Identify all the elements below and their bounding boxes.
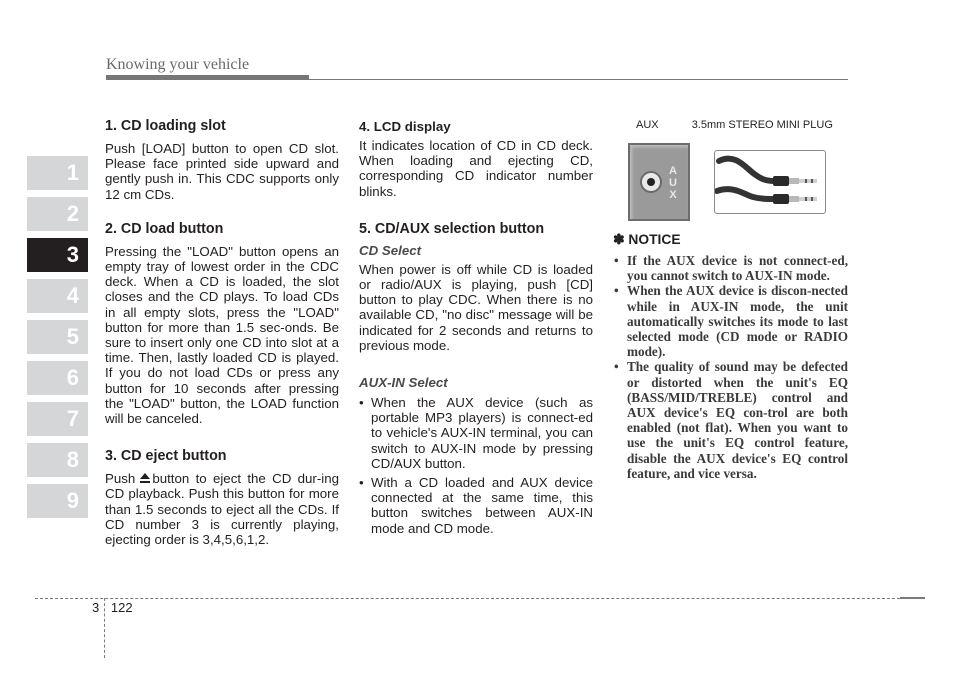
section-body-cd-eject-button: [105, 471, 339, 547]
section-body-cd-loading-slot: Push [LOAD] button to open CD slot. Please face printed side upward and gently push in. This CDC supports only 12 cm CDs.: [105, 141, 339, 202]
header-title: Knowing your vehicle: [106, 56, 250, 73]
chapter-tab-4[interactable]: 4: [27, 279, 88, 313]
footer-rule-end: [900, 597, 925, 599]
image-captions: [636, 119, 833, 131]
aux-port-illustration: [628, 143, 690, 221]
chapter-tab-2[interactable]: 2: [27, 197, 88, 231]
notice-item: • The quality of sound may be defected or distorted when the unit's EQ (BASS/MID/TREBLE) control and AUX device's EQ con-trol are both enabled (not flat). When you want to use the unit's EQ control feature, disable the AUX device's EQ control feature, and vice versa.: [613, 359, 848, 481]
notice-list: [613, 253, 848, 481]
chapter-tab-8[interactable]: 8: [27, 443, 88, 477]
section-title-cd-loading-slot: 1. CD loading slot: [105, 118, 226, 134]
aux-letter-u: U: [669, 177, 677, 189]
cable-icon: [715, 151, 826, 214]
aux-in-bullet: • With a CD loaded and AUX device connected at the same time, this button switches between AUX-IN mode and CD mode.: [359, 475, 593, 536]
chapter-tab-1[interactable]: 1: [27, 156, 88, 190]
notice-box: [613, 231, 848, 481]
header-rule: [309, 79, 848, 80]
page-number-value: 122: [110, 600, 133, 615]
subsection-title-aux-in-select: AUX-IN Select: [359, 375, 448, 391]
header-bar: [106, 75, 309, 80]
subsection-body-cd-select: When power is off while CD is loaded or radio/AUX is playing, push [CD] button to play CDC. When there is no available CD, "no disc" message will be indicated for 2 seconds and returns to previous mode.: [359, 261, 593, 353]
plug-caption: 3.5mm STEREO MINI PLUG: [691, 119, 833, 131]
eject-text-pre: Push: [105, 471, 136, 487]
section-title-cd-load-button: 2. CD load button: [105, 220, 224, 237]
aux-letter-x: X: [669, 189, 677, 201]
chapter-tab-5[interactable]: 5: [27, 320, 88, 354]
notice-item: • When the AUX device is discon-nected while in AUX-IN mode, the unit automatically switches its mode to last selected mode (CD mode or RADIO mode).: [613, 283, 848, 359]
section-title-lcd-display: 4. LCD display: [359, 119, 451, 134]
aux-letter-a: A: [669, 165, 677, 177]
aux-caption: AUX: [636, 119, 659, 131]
aux-plate-label: [668, 165, 678, 201]
footer-rule: [35, 598, 925, 599]
notice-item: • If the AUX device is not connect-ed, you cannot switch to AUX-IN mode.: [613, 253, 848, 283]
chapter-tab-7[interactable]: 7: [27, 402, 88, 436]
column-1: [105, 118, 339, 547]
chapter-tab-3[interactable]: 3: [27, 238, 88, 272]
chapter-tab-9[interactable]: 9: [27, 484, 88, 518]
section-body-cd-load-button: Pressing the "LOAD" button opens an empty tray of lowest order in the CDC deck. When a CD is loaded, the slot closes and the CD plays. To load CDs in all empty slots, press the "LOAD" button for more than 1.5 sec-onds. Be sure to insert only one CD into slot at a time. Then, lastly loaded CD is played. If you do not load CDs or press any button for 10 seconds after pressing the "LOAD" button, the LOAD function will be canceled.: [105, 243, 339, 427]
subsection-title-cd-select: CD Select: [359, 242, 422, 258]
chapter-tab-6[interactable]: 6: [27, 361, 88, 395]
column-2: [359, 118, 593, 540]
aux-in-bullet-list: [359, 395, 593, 536]
eject-icon: [139, 472, 151, 484]
section-body-lcd-display: It indicates location of CD in CD deck. When loading and ejecting CD, corresponding CD indicator number blinks.: [359, 138, 593, 199]
stereo-mini-plug-illustration: [714, 150, 826, 214]
section-title-cd-eject-button: 3. CD eject button: [105, 448, 227, 465]
section-title-cd-aux-selection: 5. CD/AUX selection button: [359, 220, 545, 237]
aux-jack-icon: [640, 171, 662, 193]
aux-in-bullet: • When the AUX device (such as portable MP3 players) is connect-ed to vehicle's AUX-IN terminal, you can switch to AUX-IN mode by pressing CD/AUX button.: [359, 395, 593, 471]
page-number: [92, 600, 133, 615]
chapter-number: 3: [92, 600, 100, 615]
notice-title: ✽ NOTICE: [613, 232, 681, 247]
eject-text-post: button to eject the CD dur-ing CD playback. Push this button for more than 1.5 seconds to eject all the CDs. If CD number 3 is currently playing, ejecting order is 3,4,5,6,1,2.: [105, 471, 339, 548]
